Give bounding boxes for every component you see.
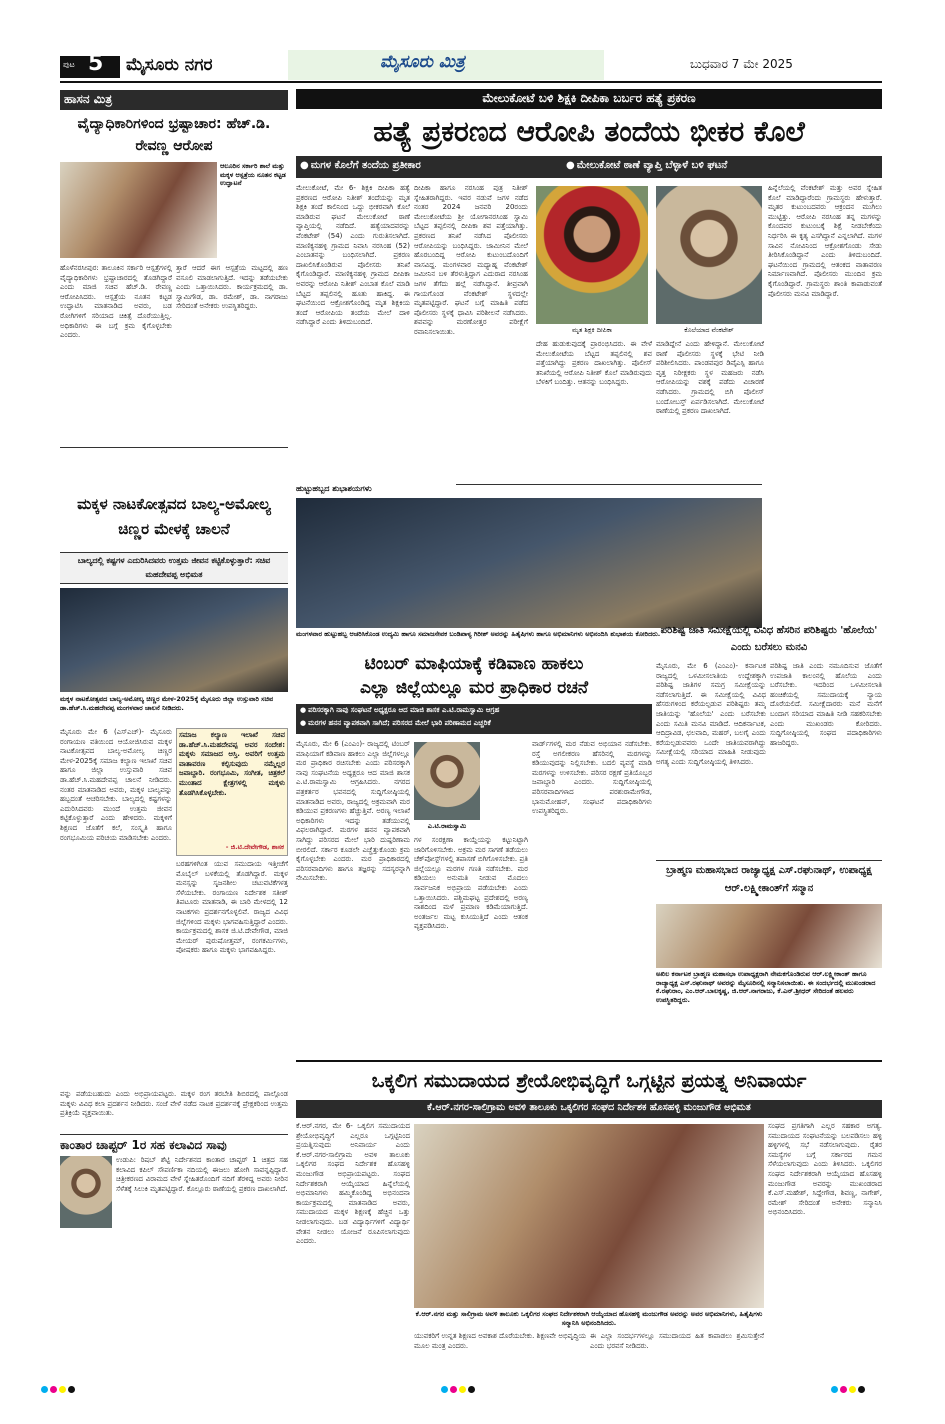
caste-col2: ಪರಿಶಿಷ್ಟ ಜಾತಿ ಎಂದು ನಮೂದಿಸುವ ಜೊತೆಗೆ ಉಪಜಾತಿ ಕಾಲಂನಲ್ಲಿ ಹೊಲೆಯ ಎಂದು ಬರೆಸಬೇಕು. ಇದರಿಂದ ಒಳಮೀಸಲಾತಿ ಹಂಚಿಕೆಯಲ್ಲಿ ಸಮುದಾಯಕ್ಕೆ ನ್ಯಾಯ ದೊರೆಯಲಿದೆ. ಸಮೀಕ್ಷೆದಾರರು ಮನೆ ಮನೆಗೆ ಬಂದಾಗ ಸರಿಯಾದ ಮಾಹಿತಿ ನೀಡಿ ಸಹಕರಿಸಬೇಕು ಎಂದು ಮುಖಂಡರು ಕೋರಿದರು. ಸುದ್ದಿಗೋಷ್ಠಿಯಲ್ಲಿ ಸಂಘದ ಪದಾಧಿಕಾರಿಗಳು ಹಾಜರಿದ್ದರು. [770,662,882,747]
congrats-caption: ಮಂಗಳವಾರ ಹುಟ್ಟುಹಬ್ಬ ಆಚರಿಸಿಕೊಂಡ ಉದ್ಯಮಿ ಹಾಗೂ ಸಮಾಜಸೇವಕ ಬಂಡಿಪಾಳ್ಯ ಗಿರೀಶ್ ಅವರನ್ನು ಹಿತೈಷಿಗಳು ಹಾಗೂ ಅಭಿಮಾನಿಗಳು ಅಭಿನಂದಿಸಿ ಶುಭಾಶಯ ಕೋರಿದರು. [296,630,661,638]
children-quote-text: ಸಮಾಜ ಕಲ್ಯಾಣ ಇಲಾಖೆ ಸಚಿವ ಡಾ.ಹೆಚ್.ಸಿ.ಮಹದೇವಪ್ಪ ಅವರ ಸಂದೇಶ: ಮಕ್ಕಳು ಸಮಾಜದ ಆಸ್ತಿ. ಅವರಿಗೆ ಉತ್ತಮ ವಾತಾವರಣ ಕಲ್ಪಿಸುವುದು ನಮ್ಮೆಲ್ಲರ ಜವಾಬ್ದಾರಿ. ರಂಗಭೂಮಿ, ಸಂಗೀತ, ಚಿತ್ರಕಲೆ ಮುಂತಾದ ಕ್ಷೇತ್ರಗಳಲ್ಲಿ ಮಕ್ಕಳು ತೊಡಗಿಸಿಕೊಳ್ಳಬೇಕು. [179,731,285,797]
timber-col3: ವಾರ್ಡ್‌ಗಳಲ್ಲಿ ಮರ ನೆಡುವ ಅಭಿಯಾನ ನಡೆಸಬೇಕು. ರಸ್ತೆ ಅಗಲೀಕರಣ ಹೆಸರಿನಲ್ಲಿ ಮರಗಳನ್ನು ಕಡಿಯುವುದನ್ನು ನಿಲ್ಲಿಸಬೇಕು. ಬದಲಿ ವ್ಯವಸ್ಥೆ ಮಾಡಿ ಮರಗಳನ್ನು ಉಳಿಸಬೇಕು. ಪರಿಸರ ರಕ್ಷಣೆ ಪ್ರತಿಯೊಬ್ಬರ ಜವಾಬ್ದಾರಿ ಎಂದರು. ಸುದ್ದಿಗೋಷ್ಠಿಯಲ್ಲಿ ಪರಿಸರವಾದಿಗಳಾದ ಪರಶುರಾಮೇಗೌಡ, ಭಾನುಮೋಹನ್, ಸಂಘಟನೆ ಪದಾಧಿಕಾರಿಗಳು ಉಪಸ್ಥಿತರಿದ್ದರು. [532,740,652,816]
vokkaliga-photo [414,1124,764,1308]
hassan-section-title: ಹಾಸನ ಮಿತ್ರ [64,92,113,106]
brahmin-photo [656,904,882,968]
hassan-photo [60,162,217,258]
vokkaliga-bottom-1: ಯುವಕರಿಗೆ ಉನ್ನತ ಶಿಕ್ಷಣದ ಅವಕಾಶ ದೊರೆಯಬೇಕು. ಶಿಕ್ಷಣವೇ ಅಭಿವೃದ್ಧಿಯ ಮೂಲ ಮಂತ್ರ ಎಂದರು. [414,1332,586,1350]
children-subhead: ಬಾಲ್ಯದಲ್ಲಿ ಕಷ್ಟಗಳ ಎದುರಿಸಿದವರು ಉತ್ತಮ ಜೀವನ ಕಟ್ಟಿಕೊಳ್ಳುತ್ತಾರೆ: ಸಚಿವ ಮಹದೇವಪ್ಪ ಅಭಿಮತ [77,556,271,579]
paper-name-logo: ಮೈಸೂರು ಮಿತ್ರ [380,52,465,72]
congrats-photo [296,498,762,628]
caste-headline: ಪರಿಶಿಷ್ಟ ಜಾತಿ ಸಮೀಕ್ಷೆಯಲ್ಲಿ ವಿವಿಧ ಹೆಸರಿನ ಪರಿಶಿಷ್ಟರು 'ಹೊಲೆಯ' ಎಂದು ಬರೆಸಲು ಮನವಿ [660,625,878,653]
vokkaliga-col2: ಸಂಘದ ಪ್ರಗತಿಗಾಗಿ ಎಲ್ಲರ ಸಹಕಾರ ಅಗತ್ಯ. ಸಮುದಾಯದ ಸಂಘಟನೆಯನ್ನು ಬಲಪಡಿಸಲು ಹಳ್ಳಿ ಹಳ್ಳಿಗಳಲ್ಲಿ ಸಭೆ ನಡೆಸಲಾಗುವುದು. ರೈತರ ಸಮಸ್ಯೆಗಳ ಬಗ್ಗೆ ಸರ್ಕಾರದ ಗಮನ ಸೆಳೆಯಲಾಗುವುದು ಎಂದು ತಿಳಿಸಿದರು. ಒಕ್ಕಲಿಗರ ಸಂಘದ ನಿರ್ದೇಶಕರಾಗಿ ಆಯ್ಕೆಯಾದ ಹೊಸಹಳ್ಳಿ ಮಂಜುಗೌಡ ಅವರನ್ನು ಮುಖಂಡರಾದ ಕೆ.ಎಸ್.ಮಹೇಶ್, ಸಿದ್ದೇಗೌಡ, ಶಿವಣ್ಣ, ನಾಗೇಶ್, ರಮೇಶ್ ಸೇರಿದಂತೆ ಅನೇಕರು ಸನ್ಮಾನಿಸಿ ಅಭಿನಂದಿಸಿದರು. [768,1122,882,1217]
masthead-date: ಬುಧವಾರ 7 ಮೇ 2025 [690,57,793,71]
children-col1: ಮೈಸೂರು ಮೇ 6 (ಎಸ್‌ಎಚ್)- ಮೈಸೂರು ರಂಗಾಯಣ ವತಿಯಿಂದ ಆಯೋಜಿಸಿರುವ ಮಕ್ಕಳ ನಾಟಕೋತ್ಸವದ ಬಾಲ್ಯ-ಅಮೋಲ್ಯ ಚಿಣ್ಣರ ಮೇಳ-2025ಕ್ಕೆ ಸಮಾಜ ಕಲ್ಯಾಣ ಇಲಾಖೆ ಸಚಿವ ಹಾಗೂ ಜಿಲ್ಲಾ ಉಸ್ತುವಾರಿ ಸಚಿವ ಡಾ.ಹೆಚ್.ಸಿ.ಮಹದೇವಪ್ಪ ಚಾಲನೆ ನೀಡಿದರು. ನಂತರ ಮಾತನಾಡಿದ ಅವರು, ಮಕ್ಕಳ ಬಾಲ್ಯವನ್ನು ಹಬ್ಬದಂತೆ ಆಚರಿಸಬೇಕು. ಬಾಲ್ಯದಲ್ಲಿ ಕಷ್ಟಗಳನ್ನು ಎದುರಿಸಿದವರು ಮುಂದೆ ಉತ್ತಮ ಜೀವನ ಕಟ್ಟಿಕೊಳ್ಳುತ್ತಾರೆ ಎಂದು ಹೇಳಿದರು. ಮಕ್ಕಳಿಗೆ ಶಿಕ್ಷಣದ ಜೊತೆಗೆ ಕಲೆ, ಸಂಸ್ಕೃತಿ ಹಾಗೂ ರಂಗಭೂಮಿಯ ಪರಿಚಯ ಮಾಡಿಸಬೇಕು ಎಂದರು. [60,728,172,842]
vokkaliga-subhead: ಕೆ.ಆರ್.ನಗರ-ಸಾಲಿಗ್ರಾಮ ಅವಳಿ ತಾಲೂಕು ಒಕ್ಕಲಿಗರ ಸಂಘದ ನಿರ್ದೇಶಕ ಹೊಸಹಳ್ಳಿ ಮಂಜುಗೌಡ ಅಭಿಮತ [427,1102,751,1113]
masthead-rule [60,81,882,83]
timber-photo-caption: ಎ.ಟಿ.ರಾಮಸ್ವಾಮಿ [427,822,467,830]
registration-dots-right [830,1378,866,1397]
children-photo-caption: ಮಕ್ಕಳ ನಾಟಕೋತ್ಸವದ ಬಾಲ್ಯ-ಅಮೋಲ್ಯ ಚಿಣ್ಣರ ಮೇಳ-2025ಕ್ಕೆ ಮೈಸೂರು ಜಿಲ್ಲಾ ಉಸ್ತುವಾರಿ ಸಚಿವ ಡಾ.ಹೆಚ್.ಸಿ.ಮಹದೇವಪ್ಪ ಮಂಗಳವಾರ ಚಾಲನೆ ನೀಡಿದರು. [60,695,274,712]
caste-rule [656,860,882,861]
kantara-headline: ಕಾಂತಾರ ಚಾಪ್ಟರ್ 1ರ ಸಹ ಕಲಾವಿದ ಸಾವು [60,1138,227,1152]
timber-col2: ಗಳ ಸಂರಕ್ಷಣಾ ಕಾಯ್ದೆಯನ್ನು ಕಟ್ಟುನಿಟ್ಟಾಗಿ ಜಾರಿಗೊಳಿಸಬೇಕು. ಅಕ್ರಮ ಮರ ಸಾಗಣೆ ತಡೆಯಲು ಚೆಕ್‌ಪೋಸ್ಟ್‌ಗಳಲ್ಲಿ ತಪಾಸಣೆ ಬಿಗಿಗೊಳಿಸಬೇಕು. ಪ್ರತಿ ಜಿಲ್ಲೆಯಲ್ಲೂ ಮರಗಳ ಗಣತಿ ನಡೆಸಬೇಕು. ಮರ ಕಡಿಯಲು ಅನುಮತಿ ನೀಡುವ ಮೊದಲು ಸಾರ್ವಜನಿಕ ಅಭಿಪ್ರಾಯ ಪಡೆಯಬೇಕು ಎಂದು ಒತ್ತಾಯಿಸಿದರು. ಪಶ್ಚಿಮಘಟ್ಟ ಪ್ರದೇಶದಲ್ಲಿ ಅರಣ್ಯ ನಾಶದಿಂದ ಮಳೆ ಪ್ರಮಾಣ ಕಡಿಮೆಯಾಗುತ್ತಿದೆ. ಅಂತರ್ಜಲ ಮಟ್ಟ ಕುಸಿಯುತ್ತಿದೆ ಎಂದು ಆತಂಕ ವ್ಯಕ್ತಪಡಿಸಿದರು. [414,836,528,931]
lead-subhead-2: ● ಮೇಲುಕೋಟೆ ಠಾಣೆ ವ್ಯಾಪ್ತಿ ಬೆಳ್ಳಾಳೆ ಬಳಿ ಘಟನೆ [566,160,727,171]
children-headline: ಮಕ್ಕಳ ನಾಟಕೋತ್ಸವದ ಬಾಲ್ಯ-ಅಮೋಲ್ಯ ಚಿಣ್ಣರ ಮೇಳಕ್ಕೆ ಚಾಲನೆ [77,495,271,538]
timber-col1: ಮೈಸೂರು, ಮೇ 6 (ಎಂಎಂ)- ರಾಜ್ಯದಲ್ಲಿ ಟಿಂಬರ್ ಮಾಫಿಯಾಗೆ ಕಡಿವಾಣ ಹಾಕಲು ಎಲ್ಲಾ ಜಿಲ್ಲೆಗಳಲ್ಲೂ ಮರ ಪ್ರಾಧಿಕಾರ ರಚಿಸಬೇಕು ಎಂದು ಪರಿಸರಕ್ಕಾಗಿ ನಾವು ಸಂಘಟನೆಯ ಅಧ್ಯಕ್ಷರೂ ಆದ ಮಾಜಿ ಶಾಸಕ ಎ.ಟಿ.ರಾಮಸ್ವಾಮಿ ಆಗ್ರಹಿಸಿದರು. ನಗರದ ಪತ್ರಕರ್ತರ ಭವನದಲ್ಲಿ ಸುದ್ದಿಗೋಷ್ಠಿಯಲ್ಲಿ ಮಾತನಾಡಿದ ಅವರು, ರಾಜ್ಯದಲ್ಲಿ ಅಕ್ರಮವಾಗಿ ಮರ ಕಡಿಯುವ ಪ್ರಕರಣಗಳು ಹೆಚ್ಚುತ್ತಿವೆ. ಅರಣ್ಯ ಇಲಾಖೆ ಅಧಿಕಾರಿಗಳು ಇದನ್ನು ತಡೆಯುವಲ್ಲಿ ವಿಫಲರಾಗಿದ್ದಾರೆ. ಮರಗಳ ಹನನ ವ್ಯಾಪಕವಾಗಿ ಸಾಗಿದ್ದು ಪರಿಸರದ ಮೇಲೆ ಭಾರಿ ದುಷ್ಪರಿಣಾಮ ಬೀರಲಿದೆ. ಸರ್ಕಾರ ಕೂಡಲೇ ಎಚ್ಚೆತ್ತುಕೊಂಡು ಕ್ರಮ ಕೈಗೊಳ್ಳಬೇಕು ಎಂದರು. ಮರ ಪ್ರಾಧಿಕಾರದಲ್ಲಿ ಪರಿಸರವಾದಿಗಳು ಹಾಗೂ ತಜ್ಞರನ್ನು ಸದಸ್ಯರನ್ನಾಗಿ ನೇಮಿಸಬೇಕು. [296,740,410,883]
brahmin-caption: ಅಖಿಲ ಕರ್ನಾಟಕ ಬ್ರಾಹ್ಮಣ ಮಹಾಸಭಾ ಉಪಾಧ್ಯಕ್ಷರಾಗಿ ನೇಮಕಗೊಂಡಿರುವ ಆರ್.ಲಕ್ಷ್ಮೀಕಾಂತ್ ಹಾಗೂ ರಾಜ್ಯಾಧ್ಯಕ್ಷ ಎಸ್.ರಘುನಾಥ್ ಅವರನ್ನು ಮೈಸೂರಿನಲ್ಲಿ ಸನ್ಮಾನಿಸಲಾಯಿತು. ಈ ಸಂದರ್ಭದಲ್ಲಿ ಮುಖಂಡರಾದ ಕೆ.ರಘುರಾಂ, ಎಂ.ಆರ್.ಬಾಲಕೃಷ್ಣ, ಜಿ.ಆರ್.ನಾಗರಾಜು, ಕೆ.ಎನ್.ಶ್ರೀಧರ್ ಸೇರಿದಂತೆ ಹಲವರು ಉಪಸ್ಥಿತರಿದ್ದರು. [656,970,876,1004]
lead-subhead-1: ● ಮಗಳ ಕೊಲೆಗೆ ತಂದೆಯ ಪ್ರತೀಕಾರ [300,160,421,171]
caste-col1: ಮೈಸೂರು, ಮೇ 6 (ಎಂಎಂ)- ಕರ್ನಾಟಕ ರಾಜ್ಯದಲ್ಲಿ ಒಳಮೀಸಲಾತಿಯ ಉದ್ದೇಶಕ್ಕಾಗಿ ಪರಿಶಿಷ್ಟ ಜಾತಿಗಳ ಸಮಗ್ರ ಸಮೀಕ್ಷೆಯನ್ನು ನಡೆಸಲಾಗುತ್ತಿದೆ. ಈ ಸಮೀಕ್ಷೆಯಲ್ಲಿ ವಿವಿಧ ಹೆಸರುಗಳಿಂದ ಕರೆಯಲ್ಪಡುವ ಪರಿಶಿಷ್ಟರು ತಮ್ಮ ಜಾತಿಯನ್ನು 'ಹೊಲೆಯ' ಎಂದು ಬರೆಸಬೇಕು ಎಂದು ಸಮಿತಿ ಮನವಿ ಮಾಡಿದೆ. ಆದಿಕರ್ನಾಟಕ, ಆದಿದ್ರಾವಿಡ, ಛಲವಾದಿ, ಮಹರ್, ಬಲಗೈ ಎಂದು ಕರೆಯಲ್ಪಡುವವರು ಒಂದೇ ಜಾತಿಯವರಾಗಿದ್ದು ಸಮೀಕ್ಷೆಯಲ್ಲಿ ಸರಿಯಾದ ಮಾಹಿತಿ ನೀಡುವುದು ಅಗತ್ಯ ಎಂದು ಸುದ್ದಿಗೋಷ್ಠಿಯಲ್ಲಿ ತಿಳಿಸಿದರು. [656,662,766,766]
timber-subhead-2: ● ಮರಗಳ ಹನನ ವ್ಯಾಪಕವಾಗಿ ಸಾಗಿದೆ; ಪರಿಸರದ ಮೇಲೆ ಭಾರಿ ಪರಿಣಾಮದ ಎಚ್ಚರಿಕೆ [300,719,650,728]
lead-photo-victim-caption: ಮೃತ ಶಿಕ್ಷಕಿ ದೀಪಿಕಾ [571,326,613,334]
registration-dots-left [40,1378,76,1397]
vokkaliga-photo-caption: ಕೆ.ಆರ್.ನಗರ ಮತ್ತು ಸಾಲಿಗ್ರಾಮ ಅವಳಿ ತಾಲೂಕು ಒಕ್ಕಲಿಗರ ಸಂಘದ ನಿರ್ದೇಶಕರಾಗಿ ಆಯ್ಕೆಯಾದ ಹೊಸಹಳ್ಳಿ ಮಂಜುಗೌಡ ಅವರನ್ನು ಅವರ ಅಭಿಮಾನಿಗಳು, ಹಿತೈಷಿಗಳು ಸನ್ಮಾನಿಸಿ ಅಭಿನಂದಿಸಿದರು. [415,1310,763,1327]
page-label: ಪುಟ [63,60,75,69]
timber-headline-1: ಟಿಂಬರ್ ಮಾಫಿಯಾಕ್ಕೆ ಕಡಿವಾಣ ಹಾಕಲು [364,654,584,674]
children-col3: ವನ್ನು ಪಡೆಯಬಹುದು ಎಂದು ಅಭಿಪ್ರಾಯಪಟ್ಟರು. ಮಕ್ಕಳ ರಂಗ ತರಬೇತಿ ಶಿಬಿರದಲ್ಲಿ ಪಾಲ್ಗೊಂಡ ಮಕ್ಕಳು ವಿವಿಧ ಕಲಾ ಪ್ರದರ್ಶನ ನೀಡಿದರು. ಸಂಜೆ ವೇಳೆ ನಡೆದ ನಾಟಕ ಪ್ರದರ್ಶನಕ್ಕೆ ಪ್ರೇಕ್ಷಕರಿಂದ ಉತ್ತಮ ಪ್ರತಿಕ್ರಿಯೆ ವ್ಯಕ್ತವಾಯಿತು. [60,1090,288,1118]
children-rule [60,1134,288,1135]
timber-headline-2: ಎಲ್ಲಾ ಜಿಲ್ಲೆಯಲ್ಲೂ ಮರ ಪ್ರಾಧಿಕಾರ ರಚನೆ [359,678,589,698]
lead-photo-victim [536,186,648,324]
lead-col4: ಹಿನ್ನೆಲೆಯಲ್ಲಿ ವೆಂಕಟೇಶ್ ಮತ್ತು ಅವರ ಸ್ನೇಹಿತ ಕೊಲೆ ಮಾಡಿದ್ದಾರೆಂದು ಗ್ರಾಮಸ್ಥರು ಹೇಳುತ್ತಾರೆ. ಮೃತರ ಕುಟುಂಬದವರು ಆಕ್ರಂದನ ಮುಗಿಲು ಮುಟ್ಟಿತ್ತು. ಆರೋಪಿ ನರಸಿಂಹ ತನ್ನ ಮಗಳನ್ನು ಕೊಂದವರ ಕುಟುಂಬಕ್ಕೆ ಶಿಕ್ಷೆ ನೀಡಬೇಕೆಂದು ನಿರ್ಧರಿಸಿ ಈ ಕೃತ್ಯ ಎಸಗಿದ್ದಾನೆ ಎನ್ನಲಾಗಿದೆ. ಮಗಳ ಸಾವಿನ ನೋವಿನಿಂದ ಆಕ್ರೋಶಗೊಂಡು ಸೇಡು ತೀರಿಸಿಕೊಂಡಿದ್ದಾನೆ ಎಂದು ತಿಳಿದುಬಂದಿದೆ. ಘಟನೆಯಿಂದ ಗ್ರಾಮದಲ್ಲಿ ಆತಂಕದ ವಾತಾವರಣ ನಿರ್ಮಾಣವಾಗಿದೆ. ಪೊಲೀಸರು ಮುಂದಿನ ಕ್ರಮ ಕೈಗೊಂಡಿದ್ದಾರೆ. ಗ್ರಾಮಸ್ಥರು ಶಾಂತಿ ಕಾಪಾಡುವಂತೆ ಪೊಲೀಸರು ಮನವಿ ಮಾಡಿದ್ದಾರೆ. [768,184,882,298]
lead-photo-father-caption: ಕೊಲೆಯಾದ ವೆಂಕಟೇಶ್ [684,326,734,334]
hassan-col2: ತ್ತಾರೆ ಆದರೆ ಈಗ ಆಸ್ಪತ್ರೆಯ ಮಟ್ಟದಲ್ಲಿ ಹಣ ವಸೂಲಿ ಮಾಡಲಾಗುತ್ತಿದೆ. ಇದನ್ನು ತಡೆಯಬೇಕು ಎಂದು ಒತ್ತಾಯಿಸಿದರು. ಕಾರ್ಯಕ್ರಮದಲ್ಲಿ ಡಾ. ಸ್ವಾಮಿಗೌಡ, ಡಾ. ರಮೇಶ್, ಡಾ. ನಾಗರಾಜು ಸೇರಿದಂತೆ ಅನೇಕರು ಉಪಸ್ಥಿತರಿದ್ದರು. [176,264,288,311]
timber-rule [296,1060,882,1062]
vokkaliga-col1: ಕೆ.ಆರ್.ನಗರ, ಮೇ 6- ಒಕ್ಕಲಿಗ ಸಮುದಾಯದ ಶ್ರೇಯೋಭಿವೃದ್ಧಿಗೆ ಎಲ್ಲರೂ ಒಗ್ಗಟ್ಟಿನಿಂದ ಪ್ರಯತ್ನಿಸುವುದು ಅನಿವಾರ್ಯ ಎಂದು ಕೆ.ಆರ್.ನಗರ-ಸಾಲಿಗ್ರಾಮ ಅವಳಿ ತಾಲೂಕು ಒಕ್ಕಲಿಗರ ಸಂಘದ ನಿರ್ದೇಶಕ ಹೊಸಹಳ್ಳಿ ಮಂಜುಗೌಡ ಅಭಿಪ್ರಾಯಪಟ್ಟರು. ಸಂಘದ ನಿರ್ದೇಶಕರಾಗಿ ಆಯ್ಕೆಯಾದ ಹಿನ್ನೆಲೆಯಲ್ಲಿ ಅಭಿಮಾನಿಗಳು ಹಮ್ಮಿಕೊಂಡಿದ್ದ ಅಭಿನಂದನಾ ಕಾರ್ಯಕ್ರಮದಲ್ಲಿ ಮಾತನಾಡಿದ ಅವರು, ಸಮುದಾಯದ ಮಕ್ಕಳ ಶಿಕ್ಷಣಕ್ಕೆ ಹೆಚ್ಚಿನ ಒತ್ತು ನೀಡಲಾಗುವುದು. ಬಡ ವಿದ್ಯಾರ್ಥಿಗಳಿಗೆ ವಿದ್ಯಾರ್ಥಿ ವೇತನ ನೀಡಲು ಯೋಜನೆ ರೂಪಿಸಲಾಗುವುದು ಎಂದರು. [296,1122,410,1246]
lead-headline: ಹತ್ಯೆ ಪ್ರಕರಣದ ಆರೋಪಿ ತಂದೆಯ ಭೀಕರ ಕೊಲೆ [373,115,805,148]
kantara-photo [60,1156,112,1228]
hassan-photo-caption: ಆಲೂರಿನ ಸರ್ಕಾರಿ ಶಾಲೆ ಮತ್ತು ಮಕ್ಕಳ ಆಸ್ಪತ್ರೆಯ ನೂತನ ಕಟ್ಟಡ ಉದ್ಘಾಟನೆ [220,162,286,187]
children-col2: ಬರಹಗಳಿಗಿಂತ ಯುವ ಸಮುದಾಯ ಇತ್ತೀಚೆಗೆ ಮೊಬೈಲ್ ಬಳಕೆಯಲ್ಲಿ ತೊಡಗಿದ್ದಾರೆ. ಮಕ್ಕಳ ಮನಸ್ಸನ್ನು ಸೃಜನಶೀಲ ಚಟುವಟಿಕೆಗಳತ್ತ ಸೆಳೆಯಬೇಕು. ರಂಗಾಯಣ ನಿರ್ದೇಶಕ ಸತೀಶ್ ತಿಪಟೂರು ಮಾತನಾಡಿ, ಈ ಬಾರಿ ಮೇಳದಲ್ಲಿ 12 ನಾಟಕಗಳು ಪ್ರದರ್ಶನಗೊಳ್ಳಲಿವೆ. ರಾಜ್ಯದ ವಿವಿಧ ಜಿಲ್ಲೆಗಳಿಂದ ಮಕ್ಕಳು ಭಾಗವಹಿಸುತ್ತಿದ್ದಾರೆ ಎಂದರು. ಕಾರ್ಯಕ್ರಮದಲ್ಲಿ ಶಾಸಕ ಜಿ.ಟಿ.ದೇವೇಗೌಡ, ಮಾಜಿ ಮೇಯರ್ ಪುರುಷೋತ್ತಮ್, ರಂಗಕರ್ಮಿಗಳು, ಪೋಷಕರು ಹಾಗೂ ಮಕ್ಕಳು ಭಾಗವಹಿಸಿದ್ದರು. [176,860,288,955]
lead-kicker: ಮೇಲುಕೋಟೆ ಬಳಿ ಶಿಕ್ಷಕಿ ದೀಪಿಕಾ ಬರ್ಬರ ಹತ್ಯೆ ಪ್ರಕರಣ [482,91,696,105]
brahmin-headline: ಬ್ರಾಹ್ಮಣ ಮಹಾಸಭಾದ ರಾಜ್ಯಾಧ್ಯಕ್ಷ ಎಸ್.ರಘುನಾಥ್, ಉಪಾಧ್ಯಕ್ಷ ಆರ್.ಲಕ್ಷ್ಮೀಕಾಂತ್‌ಗೆ ಸನ್ಮಾನ [666,865,872,894]
vokkaliga-bottom-2: ಈ ಎಲ್ಲಾ ಸಂದರ್ಭಗಳಲ್ಲೂ ಸಮುದಾಯದ ಹಿತ ಕಾಪಾಡಲು ಶ್ರಮಿಸುತ್ತೇನೆ ಎಂದು ಭರವಸೆ ನೀಡಿದರು. [590,1332,764,1350]
lead-col2-cont: ದೇಹ ಹುಡುಕುವುದಕ್ಕೆ ಪ್ರಾರಂಭಿಸಿದರು. ಈ ವೇಳೆ ಮೇಲುಕೋಟೆಯ ಬೆಟ್ಟದ ತಪ್ಪಲಿನಲ್ಲಿ ಶವ ಪತ್ತೆಯಾಗಿದ್ದು ಪ್ರಕರಣ ದಾಖಲಾಗಿತ್ತು. ಪೊಲೀಸ್ ತನಿಖೆಯಲ್ಲಿ ಆರೋಪಿ ನಿತೀಶ್ ಕೊಲೆ ಮಾಡಿರುವುದು ಬೆಳಕಿಗೆ ಬಂದಿತ್ತು. ಆತನನ್ನು ಬಂಧಿಸಿದ್ದರು. [536,340,652,387]
vokkaliga-headline: ಒಕ್ಕಲಿಗ ಸಮುದಾಯದ ಶ್ರೇಯೋಭಿವೃದ್ಧಿಗೆ ಒಗ್ಗಟ್ಟಿನ ಪ್ರಯತ್ನ ಅನಿವಾರ್ಯ [371,1070,807,1092]
kantara-body: ಉಡುಪಿ: ರಿಷಬ್ ಶೆಟ್ಟಿ ನಿರ್ದೇಶನದ ಕಾಂತಾರ ಚಾಪ್ಟರ್ 1 ಚಿತ್ರದ ಸಹ ಕಲಾವಿದ ಕಪಿಲ್ ಸೌಪರ್ಣಿಕಾ ನದಿಯಲ್ಲಿ ಈಜಲು ಹೋಗಿ ಸಾವನ್ನಪ್ಪಿದ್ದಾರೆ. ಚಿತ್ರೀಕರಣದ ವಿರಾಮದ ವೇಳೆ ಸ್ನೇಹಿತರೊಂದಿಗೆ ನದಿಗೆ ತೆರಳಿದ್ದ ಅವರು ನೀರಿನ ಸೆಳೆತಕ್ಕೆ ಸಿಲುಕಿ ಮೃತಪಟ್ಟಿದ್ದಾರೆ. ಕೊಲ್ಲೂರು ಠಾಣೆಯಲ್ಲಿ ಪ್ರಕರಣ ದಾಖಲಾಗಿದೆ. [116,1156,288,1193]
hassan-col1: ಹೊಳೆನರಸೀಪುರ: ತಾಲೂಕಿನ ಸರ್ಕಾರಿ ಆಸ್ಪತ್ರೆಗಳಲ್ಲಿ ವೈದ್ಯಾಧಿಕಾರಿಗಳು ಭ್ರಷ್ಟಾಚಾರದಲ್ಲಿ ತೊಡಗಿದ್ದಾರೆ ಎಂದು ಮಾಜಿ ಸಚಿವ ಹೆಚ್.ಡಿ. ರೇವಣ್ಣ ಆರೋಪಿಸಿದರು. ಆಸ್ಪತ್ರೆಯ ನೂತನ ಕಟ್ಟಡ ಉದ್ಘಾಟಿಸಿ ಮಾತನಾಡಿದ ಅವರು, ಬಡ ರೋಗಿಗಳಿಗೆ ಸರಿಯಾದ ಚಿಕಿತ್ಸೆ ದೊರೆಯುತ್ತಿಲ್ಲ. ಅಧಿಕಾರಿಗಳು ಈ ಬಗ್ಗೆ ಕ್ರಮ ಕೈಗೊಳ್ಳಬೇಕು ಎಂದರು. [60,264,172,340]
lead-col3: ಮಾಡಿದ್ದೇನೆ ಎಂದು ಹೇಳಿದ್ದಾನೆ. ಮೇಲುಕೋಟೆ ಠಾಣೆ ಪೊಲೀಸರು ಸ್ಥಳಕ್ಕೆ ಭೇಟಿ ನೀಡಿ ಪರಿಶೀಲಿಸಿದರು. ಪಾಂಡವಪುರ ಡಿವೈಎಸ್ಪಿ ಹಾಗೂ ವೃತ್ತ ನಿರೀಕ್ಷಕರು ಸ್ಥಳ ಮಹಜರು ನಡೆಸಿ ಆರೋಪಿಯನ್ನು ವಶಕ್ಕೆ ಪಡೆದು ವಿಚಾರಣೆ ನಡೆಸಿದರು. ಗ್ರಾಮದಲ್ಲಿ ಬಿಗಿ ಪೊಲೀಸ್ ಬಂದೋಬಸ್ತ್ ಏರ್ಪಡಿಸಲಾಗಿದೆ. ಮೇಲುಕೋಟೆ ಠಾಣೆಯಲ್ಲಿ ಪ್ರಕರಣ ದಾಖಲಾಗಿದೆ. [656,340,764,416]
lead-col1: ಮೇಲುಕೋಟೆ, ಮೇ 6- ಶಿಕ್ಷಕಿ ದೀಪಿಕಾ ಹತ್ಯೆ ಪ್ರಕರಣದ ಆರೋಪಿ ನಿತೀಶ್ ತಂದೆಯನ್ನು ಮೃತ ಶಿಕ್ಷಕಿ ತಂದೆ ಕಾಲಿನಿಂದ ಒದ್ದು ಭೀಕರವಾಗಿ ಕೊಲೆ ಮಾಡಿರುವ ಘಟನೆ ಮೇಲುಕೋಟೆ ಠಾಣೆ ವ್ಯಾಪ್ತಿಯಲ್ಲಿ ನಡೆದಿದೆ. ಹತ್ಯೆಯಾದವರನ್ನು ವೆಂಕಟೇಶ್ (54) ಎಂದು ಗುರುತಿಸಲಾಗಿದೆ. ಮಾಣಿಕ್ಯನಹಳ್ಳಿ ಗ್ರಾಮದ ನಿವಾಸಿ ನರಸಿಂಹ (52) ಎಂಬಾತನನ್ನು ಬಂಧಿಸಲಾಗಿದೆ. ಪ್ರಕರಣ ದಾಖಲಿಸಿಕೊಂಡಿರುವ ಪೊಲೀಸರು ತನಿಖೆ ಕೈಗೊಂಡಿದ್ದಾರೆ. ಮಾಣಿಕ್ಯನಹಳ್ಳಿ ಗ್ರಾಮದ ದೀಪಿಕಾ ಅವರನ್ನು ಆರೋಪಿ ನಿತೀಶ್ ಎಂಬಾತ ಕೊಲೆ ಮಾಡಿ ಬೆಟ್ಟದ ತಪ್ಪಲಿನಲ್ಲಿ ಹೂತು ಹಾಕಿದ್ದ. ಈ ಘಟನೆಯಿಂದ ಆಕ್ರೋಶಗೊಂಡಿದ್ದ ಮೃತ ಶಿಕ್ಷಕಿಯ ತಂದೆ ಆರೋಪಿಯ ತಂದೆಯ ಮೇಲೆ ದಾಳಿ ನಡೆಸಿದ್ದಾರೆ ಎಂದು ತಿಳಿದುಬಂದಿದೆ. [296,184,410,327]
registration-dots-center [440,1378,476,1397]
hassan-headline: ವೈದ್ಯಾಧಿಕಾರಿಗಳಿಂದ ಭ್ರಷ್ಟಾಚಾರ: ಹೆಚ್.ಡಿ. ರೇವಣ್ಣ ಆರೋಪ [77,116,271,154]
congrats-label: ಹುಟ್ಟುಹಬ್ಬದ ಶುಭಾಶಯಗಳು [296,484,456,498]
children-photo [60,588,288,692]
hassan-rule [60,447,288,448]
lead-photo-father [656,186,762,324]
timber-photo [414,742,480,820]
section-title: ಮೈಸೂರು ನಗರ [126,55,213,75]
page-number: 5 [88,51,104,76]
timber-subhead-1: ● ಪರಿಸರಕ್ಕಾಗಿ ನಾವು ಸಂಘಟನೆ ಅಧ್ಯಕ್ಷರೂ ಆದ ಮಾಜಿ ಶಾಸಕ ಎ.ಟಿ.ರಾಮಸ್ವಾಮಿ ಆಗ್ರಹ [300,706,650,715]
children-quote-author: - ಜಿ.ಟಿ.ದೇವೇಗೌಡ, ಶಾಸಕ [225,843,284,851]
lead-col2: ದೀಪಿಕಾ ಹಾಗೂ ನರಸಿಂಹ ಪುತ್ರ ನಿತೀಶ್ ಸ್ನೇಹಿತರಾಗಿದ್ದರು. ಇವರ ನಡುವೆ ಜಗಳ ನಡೆದ ನಂತರ 2024 ಜನವರಿ 20ರಂದು ಮೇಲುಕೋಟೆಯ ಶ್ರೀ ಯೋಗಾನರಸಿಂಹ ಸ್ವಾಮಿ ಬೆಟ್ಟದ ತಪ್ಪಲಿನಲ್ಲಿ ದೀಪಿಕಾ ಶವ ಪತ್ತೆಯಾಗಿತ್ತು. ಪ್ರಕರಣದ ತನಿಖೆ ನಡೆಸಿದ ಪೊಲೀಸರು ಆರೋಪಿಯನ್ನು ಬಂಧಿಸಿದ್ದರು. ಜಾಮೀನಿನ ಮೇಲೆ ಹೊರಬಂದಿದ್ದ ಆರೋಪಿ ಕುಟುಂಬದೊಂದಿಗೆ ವಾಸವಿದ್ದ. ಮಂಗಳವಾರ ಮಧ್ಯಾಹ್ನ ವೆಂಕಟೇಶ್ ಜಮೀನಿನ ಬಳಿ ತೆರಳುತ್ತಿದ್ದಾಗ ಎದುರಾದ ನರಸಿಂಹ ಜಗಳ ತೆಗೆದು ಹಲ್ಲೆ ನಡೆಸಿದ್ದಾನೆ. ತೀವ್ರವಾಗಿ ಗಾಯಗೊಂಡ ವೆಂಕಟೇಶ್ ಸ್ಥಳದಲ್ಲೇ ಮೃತಪಟ್ಟಿದ್ದಾರೆ. ಘಟನೆ ಬಗ್ಗೆ ಮಾಹಿತಿ ಪಡೆದ ಪೊಲೀಸರು ಸ್ಥಳಕ್ಕೆ ಧಾವಿಸಿ ಪರಿಶೀಲನೆ ನಡೆಸಿದರು. ಶವವನ್ನು ಮರಣೋತ್ತರ ಪರೀಕ್ಷೆಗೆ ರವಾನಿಸಲಾಯಿತು. [414,184,528,336]
